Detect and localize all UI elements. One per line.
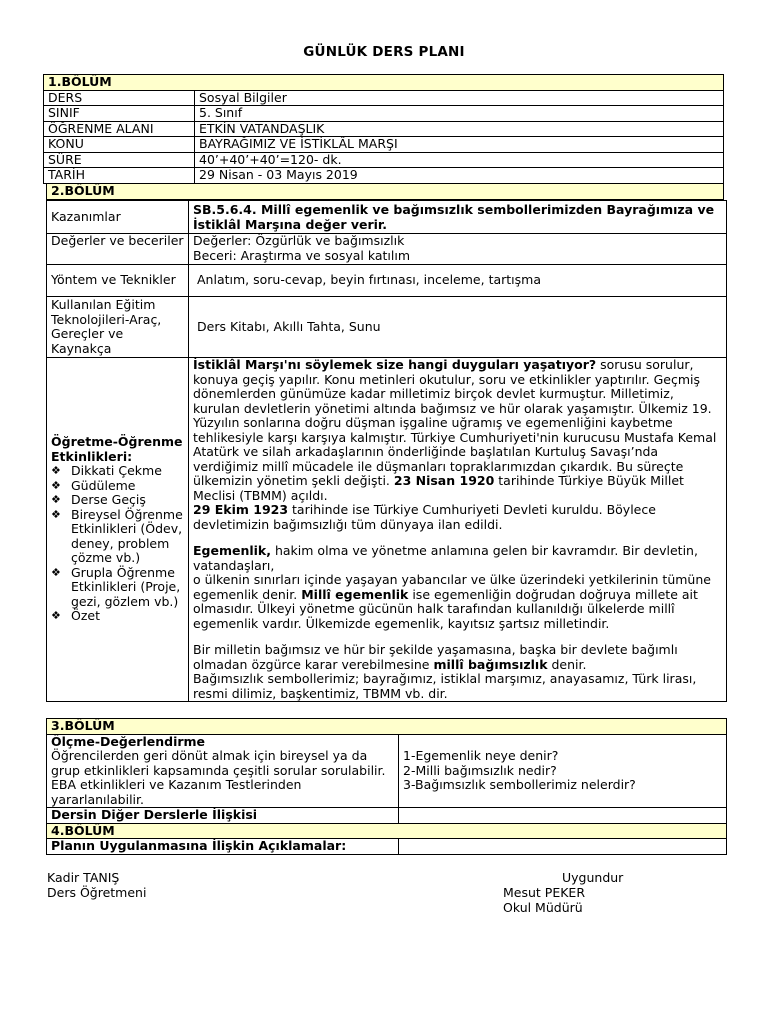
row-label: SÜRE bbox=[44, 152, 195, 168]
section2-header-table bbox=[46, 183, 724, 200]
table-row bbox=[44, 152, 724, 168]
text: ise egemenliğin doğrudan doğruya millete ait olmasıdır. Ülkeyi yönetme gücünün halk tarafından kullanıldığı ülkelerde millî egemenlik vardır. Ülkemizde egemenlik, kayıtsız şartsız milletindir. bbox=[193, 586, 698, 631]
table-row bbox=[47, 734, 727, 808]
section2-header: 2.BÖLÜM bbox=[47, 184, 724, 200]
etkinlik-list bbox=[51, 464, 184, 624]
kazanimlar-label: Kazanımlar bbox=[47, 201, 189, 234]
section4-header: 4.BÖLÜM bbox=[47, 823, 727, 839]
table-row bbox=[47, 201, 727, 234]
aciklama-value bbox=[399, 839, 727, 855]
table-row bbox=[47, 839, 727, 855]
question-item: 3-Bağımsızlık sembollerimiz nelerdir? bbox=[403, 777, 636, 792]
degerler-value: Değerler: Özgürlük ve bağımsızlık bbox=[193, 233, 405, 248]
text: tarihinde ise Türkiye Cumhuriyeti Devleti kuruldu. Böylece devletimizin bağımsızlığı tüm dünyaya ilan edildi. bbox=[193, 502, 656, 532]
row-value: 29 Nisan - 03 Mayıs 2019 bbox=[195, 168, 724, 184]
content-paragraph bbox=[193, 503, 720, 532]
text: o ülkenin sınırları içinde yaşayan yabancılar ve ülke üzerindeki yetkilerinin tümüne egemenlik denir. bbox=[193, 572, 711, 602]
olcme-cell bbox=[47, 734, 399, 808]
section2-table bbox=[46, 200, 727, 702]
row-label: ÖĞRENME ALANI bbox=[44, 121, 195, 137]
row-label: DERS bbox=[44, 90, 195, 106]
row-value: BAYRAĞIMIZ VE İSTİKLÂL MARŞI bbox=[195, 137, 724, 153]
text: denir. bbox=[547, 656, 587, 672]
content-paragraph bbox=[193, 643, 720, 672]
yontem-label: Yöntem ve Teknikler bbox=[47, 265, 189, 297]
bold-text: 23 Nisan 1920 bbox=[393, 473, 495, 488]
row-value: 40’+40’+40’=120- dk. bbox=[195, 152, 724, 168]
list-item: ❖ Güdüleme bbox=[67, 479, 184, 494]
row-label: SINIF bbox=[44, 106, 195, 122]
table-row bbox=[44, 106, 724, 122]
row-label: KONU bbox=[44, 137, 195, 153]
yontem-value: Anlatım, soru-cevap, beyin fırtınası, inceleme, tartışma bbox=[189, 265, 727, 297]
content-paragraph bbox=[193, 544, 720, 573]
degerler-label: Değerler ve beceriler bbox=[47, 234, 189, 265]
page-title: GÜNLÜK DERS PLANI bbox=[303, 44, 465, 60]
list-item: ❖ Özet bbox=[67, 609, 184, 624]
section1-table bbox=[43, 74, 724, 184]
table-row bbox=[47, 234, 727, 265]
table-row bbox=[47, 265, 727, 297]
text: tarihinde Türkiye Büyük Millet Meclisi (TBMM) açıldı. bbox=[193, 473, 684, 503]
bold-text: Egemenlik, bbox=[193, 543, 271, 558]
section3-header: 3.BÖLÜM bbox=[47, 719, 727, 735]
teacher-title: Ders Öğretmeni bbox=[47, 885, 147, 900]
table-row bbox=[47, 358, 727, 702]
approval-text: Uygundur bbox=[562, 870, 624, 885]
bold-text: millî bağımsızlık bbox=[433, 656, 548, 672]
principal-name: Mesut PEKER bbox=[503, 885, 586, 900]
olcme-text: Öğrencilerden geri dönüt almak için bireysel ya da grup etkinlikleri kapsamında çeşitli sorular sorulabilir. bbox=[51, 748, 386, 778]
principal-title: Okul Müdürü bbox=[503, 900, 583, 915]
aciklama-label: Planın Uygulanmasına İlişkin Açıklamalar: bbox=[47, 839, 399, 855]
row-value: Sosyal Bilgiler bbox=[195, 90, 724, 106]
table-row bbox=[44, 168, 724, 184]
row-value: 5. Sınıf bbox=[195, 106, 724, 122]
content-paragraph bbox=[193, 358, 720, 503]
iliski-label: Dersin Diğer Derslerle İlişkisi bbox=[47, 808, 399, 824]
row-value: ETKİN VATANDAŞLIK bbox=[195, 121, 724, 137]
olcme-text: EBA etkinlikleri ve Kazanım Testlerinden yararlanılabilir. bbox=[51, 777, 302, 807]
olcme-label: Ölçme-Değerlendirme bbox=[51, 733, 206, 749]
content-paragraph bbox=[193, 573, 720, 631]
bold-text: Millî egemenlik bbox=[301, 586, 409, 602]
section3-table bbox=[46, 718, 727, 855]
list-item: ❖ Derse Geçiş bbox=[67, 493, 184, 508]
questions-cell bbox=[399, 734, 727, 808]
table-row bbox=[44, 90, 724, 106]
table-row bbox=[47, 808, 727, 824]
bold-text: İstiklâl Marşı'nı söylemek size hangi duyguları yaşatıyor? bbox=[193, 357, 597, 372]
list-item: ❖ Grupla Öğrenme Etkinlikleri (Proje, gezi, gözlem vb.) bbox=[67, 566, 184, 610]
iliski-value bbox=[399, 808, 727, 824]
question-item: 1-Egemenlik neye denir? bbox=[403, 748, 559, 763]
list-item: ❖ Dikkati Çekme bbox=[67, 464, 184, 479]
beceri-value: Beceri: Araştırma ve sosyal katılım bbox=[193, 247, 411, 263]
teacher-name: Kadir TANIŞ bbox=[47, 870, 120, 885]
text: sorusu sorulur, konuya geçiş yapılır. Konu metinleri okutulur, soru ve etkinlikler yaptırılır. Geçmiş dönemlerden günümüze kadar milletimiz birçok devlet kurmuştur. Milletimiz, kurulan devletlerin yönetimi altında bağımsız ve hür olarak yaşamıştır. Ülkemiz 19. Yüzyılın sonlarına doğru düşman işgaline uğramış ve egemenliğini kaybetme tehlikesiyle karşı karşıya kalmıştır. Türkiye Cumhuriyeti'nin kurucusu Mustafa Kemal Atatürk ve silah arkadaşlarının önderliğinde başlatılan Kurtuluş Savaşı’nda verdiğimiz millî mücadele ile düşmanları topraklarımızdan çıkardık. Bu süreçte ülkemizin yönetim şekli değişti. bbox=[193, 357, 717, 488]
row-label: TARİH bbox=[44, 168, 195, 184]
text: hakim olma ve yönetme anlamına gelen bir kavramdır. Bir devletin, vatandaşları, bbox=[193, 543, 698, 573]
text: Bir milletin bağımsız ve hür bir şekilde yaşamasına, başka bir devlete bağımlı olmadan özgürce karar verebilmesine bbox=[193, 642, 678, 672]
table-row bbox=[44, 121, 724, 137]
table-row bbox=[44, 137, 724, 153]
etkinlik-content bbox=[189, 358, 727, 702]
degerler-cell bbox=[189, 234, 727, 265]
question-item: 2-Milli bağımsızlık nedir? bbox=[403, 762, 557, 778]
bold-text: 29 Ekim 1923 bbox=[193, 502, 289, 517]
arac-value: Ders Kitabı, Akıllı Tahta, Sunu bbox=[189, 297, 727, 358]
arac-label: Kullanılan Eğitim Teknolojileri-Araç, Gereçler ve Kaynakça bbox=[47, 297, 189, 358]
list-item: ❖ Bireysel Öğrenme Etkinlikleri (Ödev, deney, problem çözme vb.) bbox=[67, 508, 184, 566]
section1-header: 1.BÖLÜM bbox=[44, 75, 724, 91]
table-row bbox=[47, 297, 727, 358]
etkinlik-cell bbox=[47, 358, 189, 702]
etkinlik-label: Öğretme-Öğrenme Etkinlikleri: bbox=[51, 434, 183, 464]
kazanimlar-value: SB.5.6.4. Millî egemenlik ve bağımsızlık sembollerimizden Bayrağımıza ve İstiklâl Marşına değer verir. bbox=[189, 201, 727, 234]
content-paragraph: Bağımsızlık sembollerimiz; bayrağımız, istiklal marşımız, anayasamız, Türk lirası, resmi dilimiz, başkentimiz, TBMM vb. dir. bbox=[193, 671, 697, 701]
